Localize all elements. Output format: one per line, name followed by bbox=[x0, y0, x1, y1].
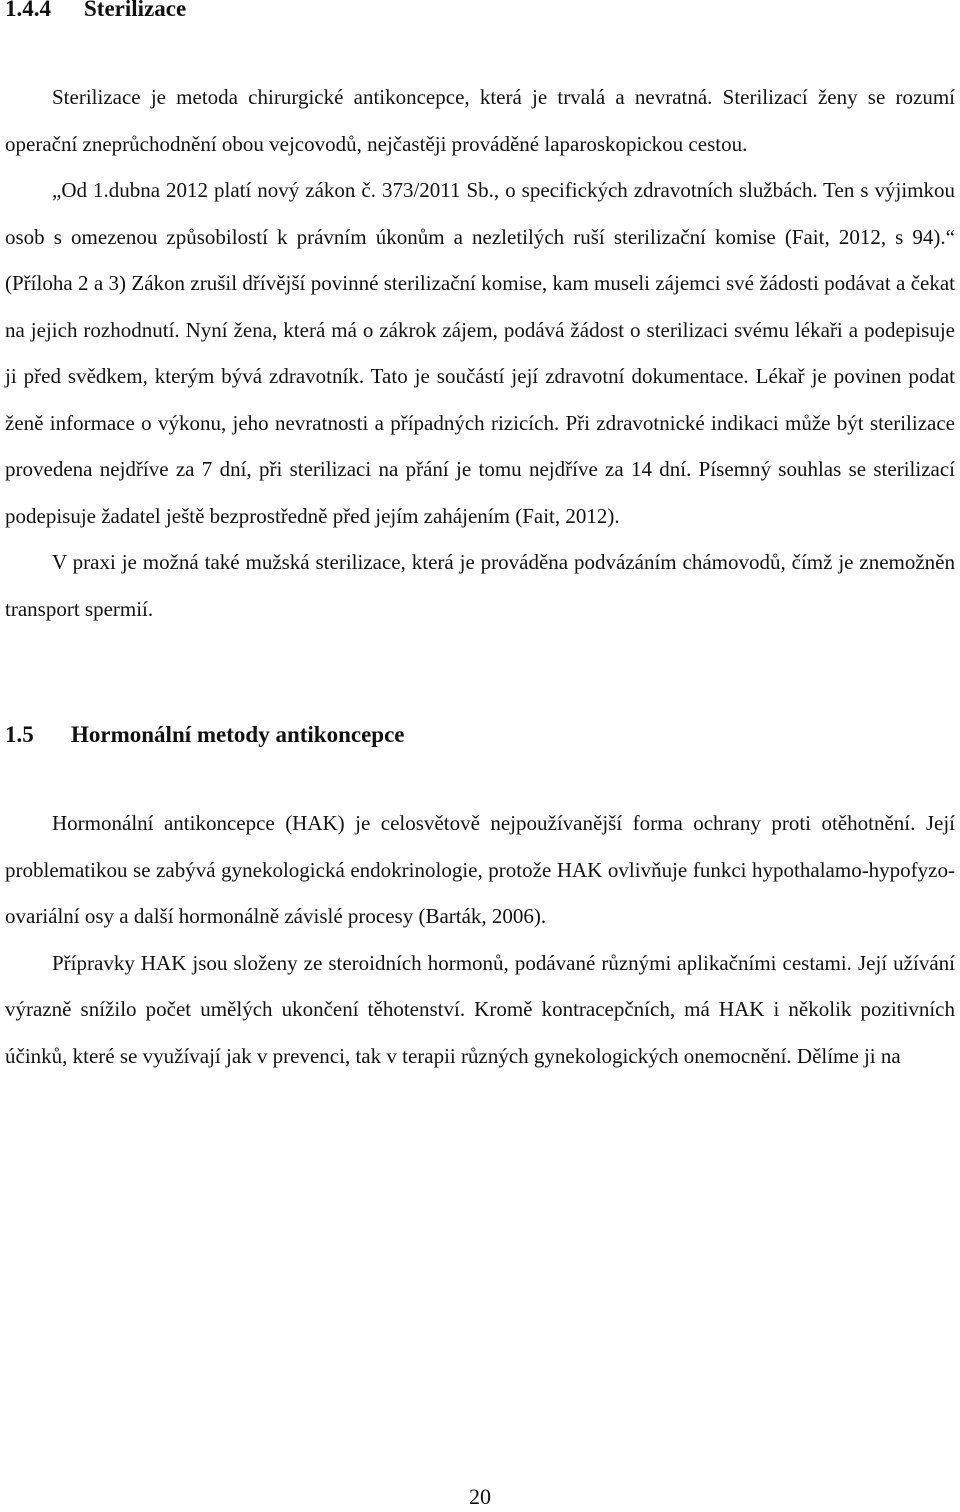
paragraph: Přípravky HAK jsou složeny ze steroidních hormonů, podávané různými aplikačními cestami. Její užívání výrazně snížilo počet umělých ukončení těhotenství. Kromě kontracepčních, má HAK i několik pozitivních účinků, které se využívají jak v prevenci, tak v terapii různých gynekologických onemocnění. Dělíme ji na bbox=[5, 950, 955, 1068]
section-title: Hormonální metody antikoncepce bbox=[71, 722, 405, 747]
paragraph: „Od 1.dubna 2012 platí nový zákon č. 373/2011 Sb., o specifických zdravotních službách. Ten s výjimkou osob s omezenou způsobilostí k právním úkonům a nezletilých ruší sterilizační komise (Fait, 2012, s 94).“ (Příloha 2 a 3) Zákon zrušil dřívější povinné sterilizační komise, kam museli zájemci své žádosti podávat a čekat na jejich rozhodnutí. Nyní žena, která má o zákrok zájem, podává žádost o sterilizaci svému lékaři a podepisuje ji před svědkem, kterým bývá zdravotník. Tato je součástí její zdravotní dokumentace. Lékař je povinen podat ženě informace o výkonu, jeho nevratnosti a případných rizicích. Při zdravotnické indikaci může být sterilizace provedena nejdříve za 7 dní, při sterilizaci na přání je tomu nejdříve za 14 dní. Písemný souhlas se sterilizací podepisuje žadatel ještě bezprostředně před jejím zahájením (Fait, 2012). bbox=[5, 178, 955, 528]
section-title: Sterilizace bbox=[84, 0, 187, 21]
paragraph: Hormonální antikoncepce (HAK) je celosvětově nejpoužívanější forma ochrany proti otěhotnění. Její problematikou se zabývá gynekologická endokrinologie, protože HAK ovlivňuje funkci hypothalamo-hypofyzo-ovariální osy a další hormonálně závislé procesy (Barták, 2006). bbox=[5, 811, 955, 928]
section-heading-hormonalni bbox=[5, 720, 955, 750]
page-number: 20 bbox=[469, 1484, 491, 1509]
section-number: 1.5 bbox=[5, 722, 34, 747]
section-heading-sterilizace bbox=[5, 0, 955, 24]
document-page bbox=[5, 0, 955, 1079]
paragraph: Sterilizace je metoda chirurgické antikoncepce, která je trvalá a nevratná. Sterilizací ženy se rozumí operační zneprůchodnění obou vejcovodů, nejčastěji prováděné laparoskopickou cestou. bbox=[5, 85, 955, 156]
paragraph: V praxi je možná také mužská sterilizace, která je prováděna podvázáním chámovodů, čímž je znemožněn transport spermií. bbox=[5, 550, 955, 621]
section-number: 1.4.4 bbox=[5, 0, 51, 21]
